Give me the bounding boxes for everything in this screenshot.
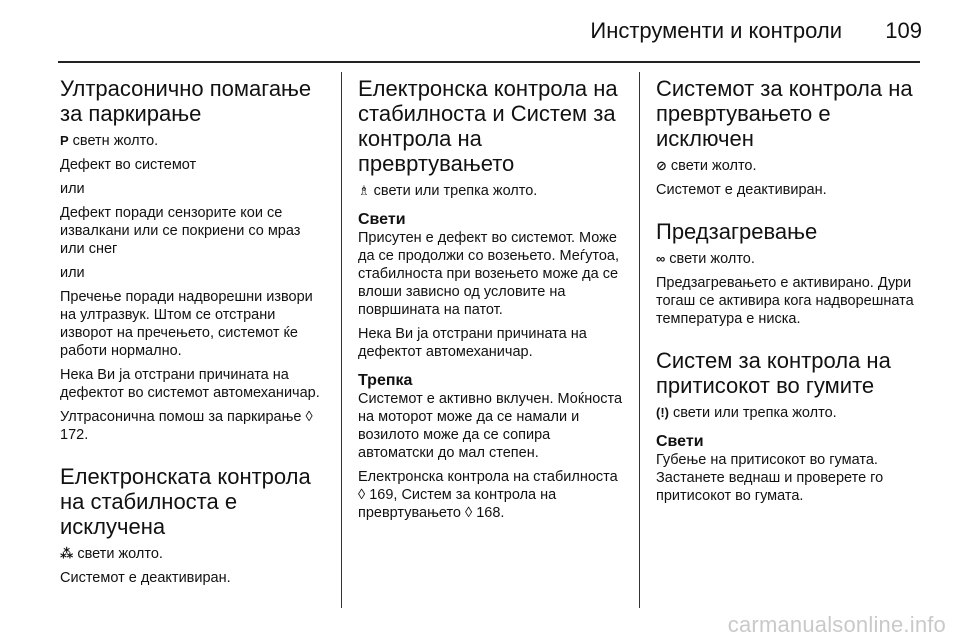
page-header [0, 0, 960, 62]
esc-icon: ♗ [358, 183, 370, 198]
traction-off-icon: ⊘ [656, 158, 667, 173]
paragraph: Дефект во системот [60, 157, 197, 173]
subheading-flashing: Трепка [358, 372, 413, 389]
paragraph: или [60, 265, 85, 281]
parking-assist-icon: P [60, 133, 69, 148]
paragraph: Губење на притисокот во гумата. Застанете веднаш и проверете го притисокот во гумата. [656, 452, 884, 504]
column-1 [60, 76, 326, 593]
column-divider-2 [639, 72, 640, 608]
tire-pressure-icon: (!) [656, 405, 669, 420]
header-title: Инструменти и контроли [590, 18, 842, 43]
column-3 [656, 76, 922, 511]
parking-status-text: светн жолто. [72, 133, 159, 149]
heading-esc-off: Електронската контрола на стабилноста е исклучена [60, 464, 311, 539]
watermark: carmanualsonline.info [727, 612, 946, 637]
column-divider-1 [341, 72, 342, 608]
paragraph: Пречење поради надворешни извори на ултразвук. Штом се отстрани изворот на пречењето, системот ќе работи нормално. [60, 289, 313, 359]
esc-off-icon: ⁂ [60, 546, 74, 561]
tc-status-text: свети жолто. [670, 158, 757, 174]
esc-off-status-text: свети жолто. [77, 546, 163, 562]
heading-tire-pressure: Систем за контрола на притисокот во гумите [656, 348, 891, 398]
column-2 [358, 76, 624, 528]
paragraph: Системот е активно вклучен. Моќноста на моторот може да се намали и возилото може да се сопира автоматски до мал степен. [358, 391, 623, 461]
heading-esc-traction: Електронска контрола на стабилноста и Систем за контрола на превртувањето [358, 76, 618, 176]
paragraph: Нека Ви ја отстрани причината на дефектот автомеханичар. [358, 326, 587, 360]
preheat-status [656, 250, 922, 268]
preheat-status-text: свети жолто. [669, 251, 755, 267]
paragraph: Системот е деактивиран. [60, 570, 231, 586]
subheading-lit: Свети [358, 211, 406, 228]
esc-off-status [60, 545, 326, 563]
cross-reference: Електронска контрола на стабилноста ◊ 169, Систем за контрола на превртувањето ◊ 168. [358, 469, 618, 521]
paragraph: Системот е деактивиран. [656, 182, 827, 198]
parking-status [60, 132, 326, 150]
heading-preheating: Предзагревање [656, 219, 818, 244]
preheat-coil-icon: ∞ [656, 251, 666, 266]
paragraph: Нека Ви ја отстрани причината на дефектот во системот автомеханичар. [60, 367, 320, 401]
paragraph: Присутен е дефект во системот. Може да се продолжи со возењето. Меѓутоа, стабилноста при возењето може да се влоши зависно од условите на површината на патот. [358, 230, 619, 318]
tpms-status [656, 404, 922, 422]
tpms-status-text: свети или трепка жолто. [673, 405, 837, 421]
subheading-lit: Свети [656, 433, 704, 450]
header-divider [58, 61, 920, 63]
esc-status-text: свети или трепка жолто. [373, 183, 538, 199]
paragraph: Предзагревањето е активирано. Дури тогаш се активира кога надворешната температура е ниска. [656, 275, 914, 327]
tc-status [656, 157, 922, 175]
paragraph: Дефект поради сензорите кои се извалкани или се покриени со мраз или снег [60, 205, 301, 257]
page-number: 109 [885, 18, 922, 43]
paragraph: или [60, 181, 85, 197]
esc-status [358, 182, 624, 200]
cross-reference: Ултрасонична помош за паркирање ◊ 172. [60, 409, 313, 443]
heading-parking-assist: Ултрасонично помагање за паркирање [60, 76, 312, 126]
heading-traction-off: Системот за контрола на превртувањето е исключен [656, 76, 913, 151]
